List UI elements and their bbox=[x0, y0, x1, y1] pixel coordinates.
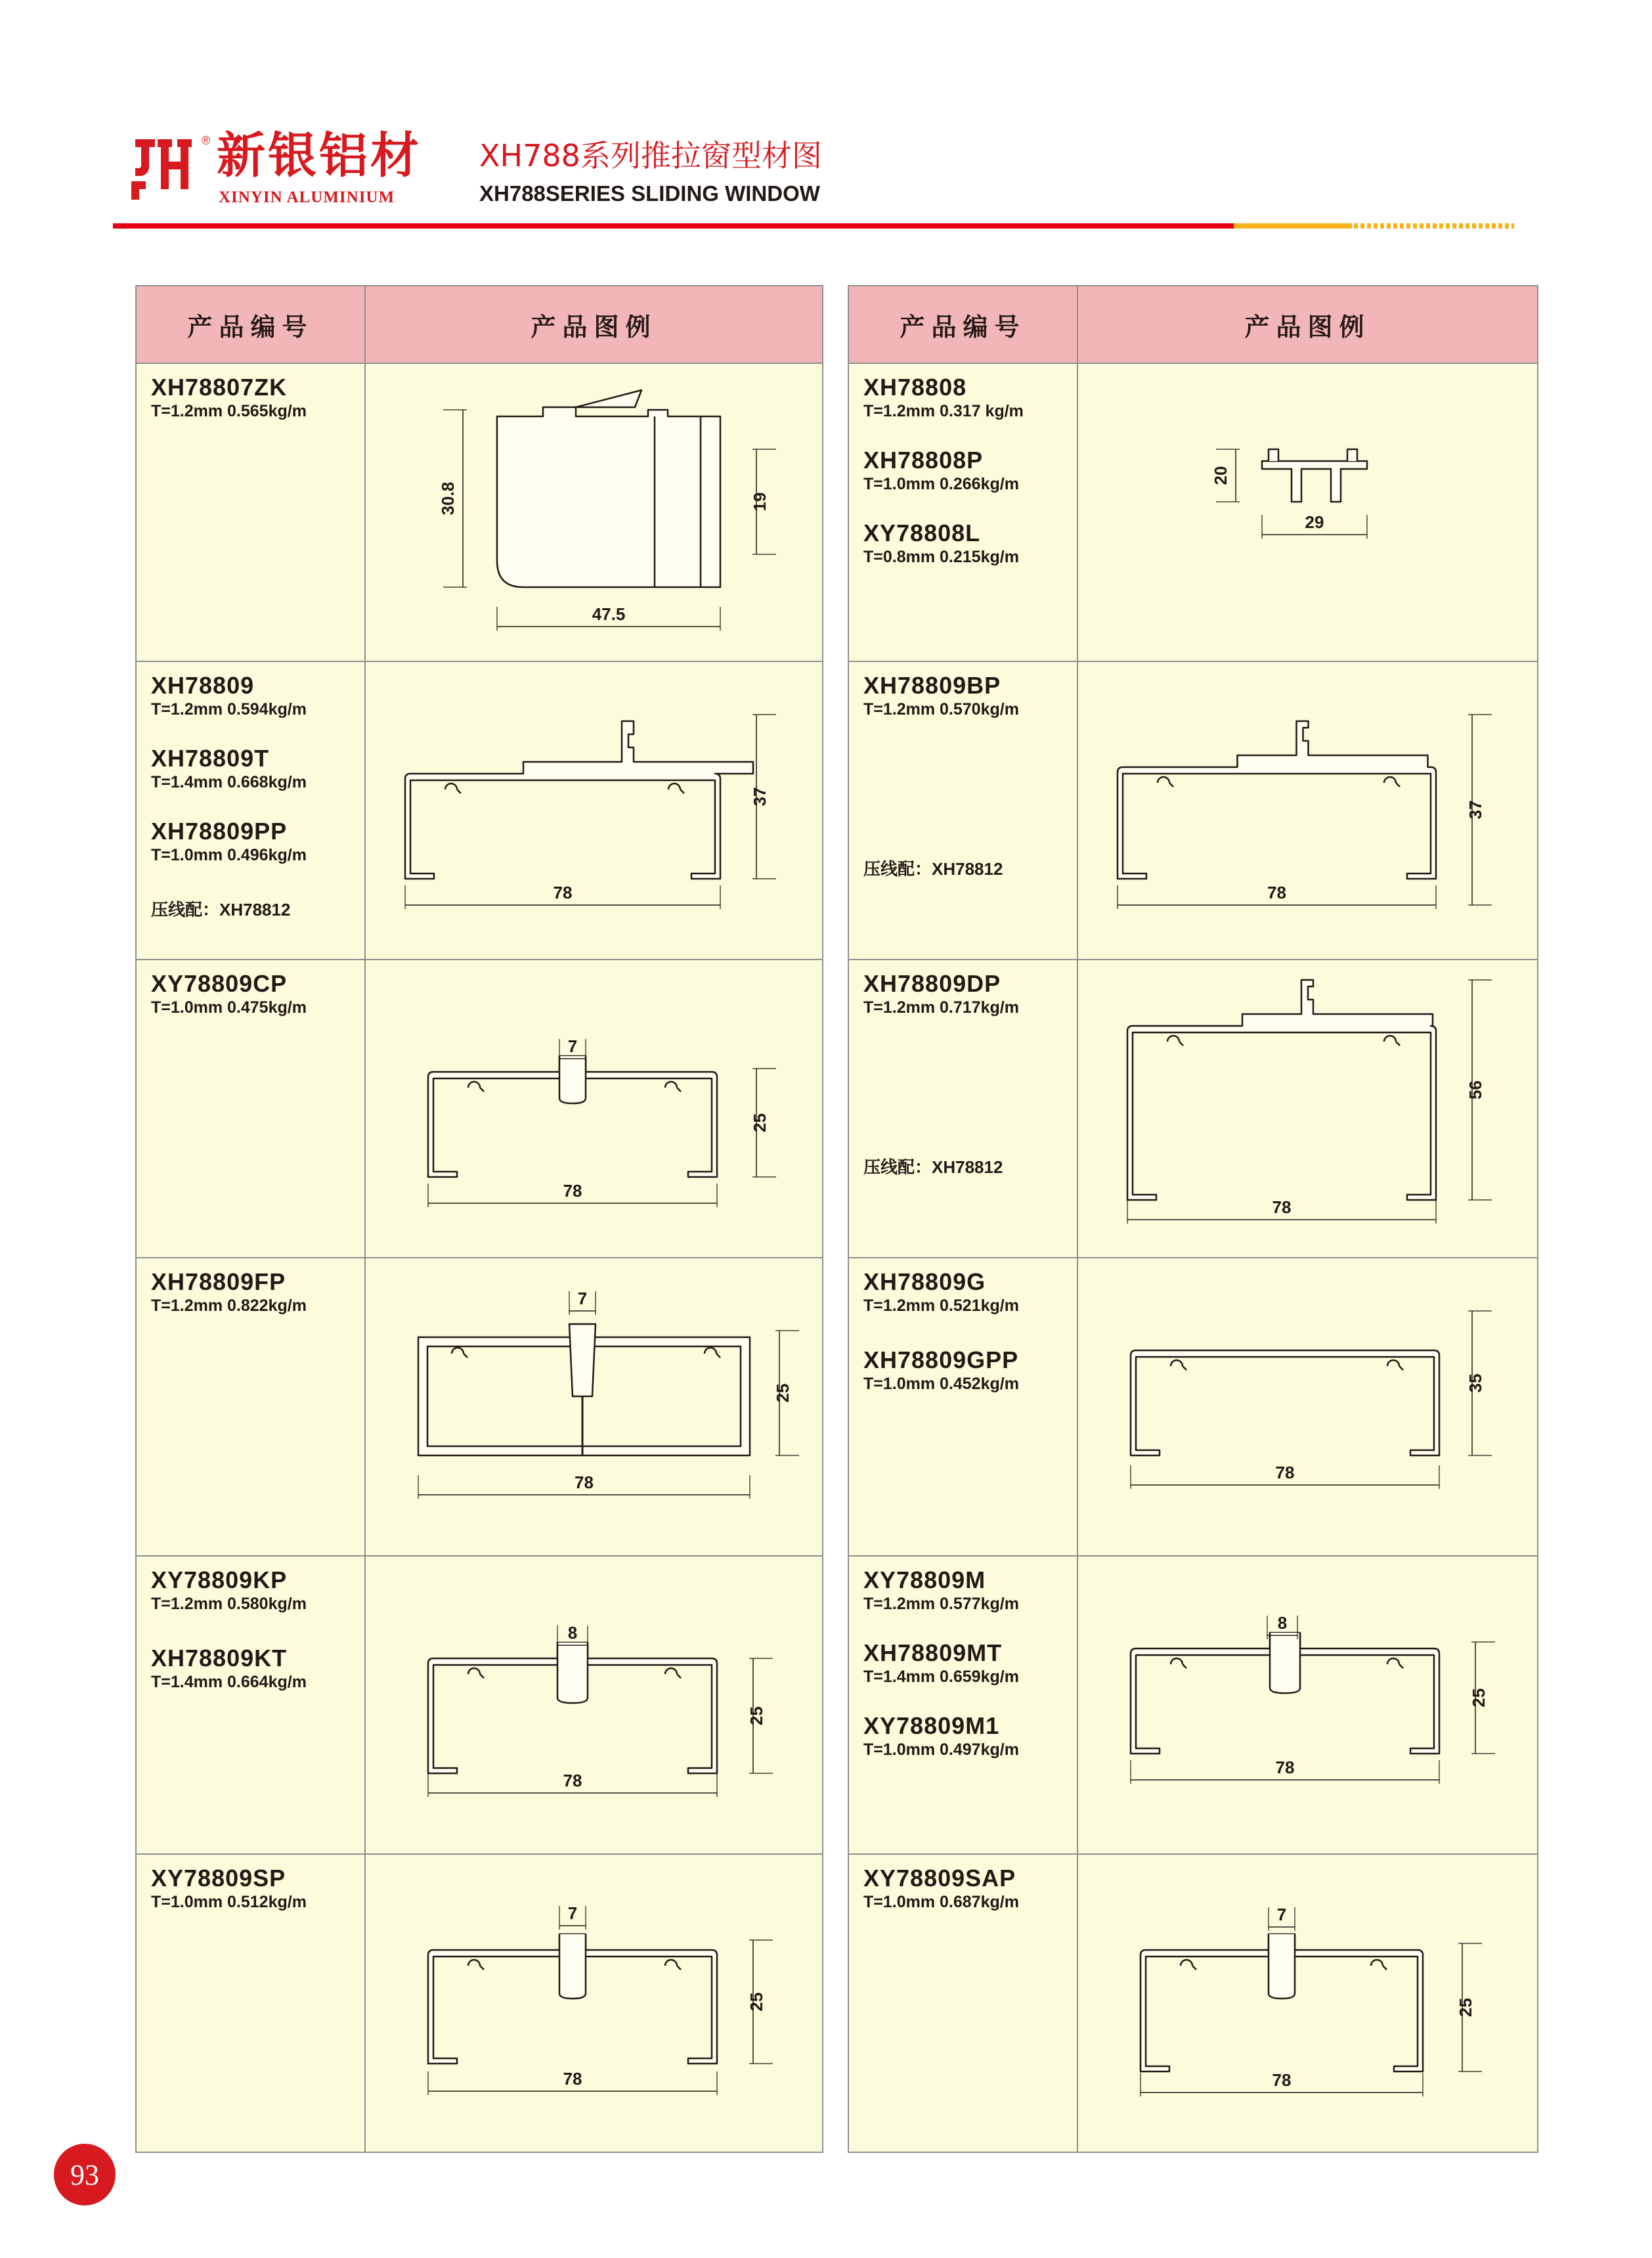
profile-outline bbox=[1131, 1350, 1439, 1455]
table-row bbox=[137, 1557, 822, 1855]
product-code: XH78809T bbox=[151, 745, 270, 772]
product-code-cell bbox=[137, 1557, 366, 1853]
product-code: XY78809CP bbox=[151, 970, 288, 997]
product-code: XY78808L bbox=[863, 520, 981, 546]
width-dimension-label: 29 bbox=[1305, 512, 1324, 532]
screw-port bbox=[1171, 1360, 1186, 1370]
product-table-right bbox=[848, 285, 1538, 2153]
height-dimension-label: 37 bbox=[750, 787, 770, 807]
width-dimension-label: 78 bbox=[575, 1472, 594, 1492]
product-spec: T=1.2mm 0.317 kg/m bbox=[863, 402, 1024, 420]
width-dimension-label: 78 bbox=[553, 883, 573, 902]
screw-port bbox=[668, 784, 684, 793]
product-code-cell bbox=[849, 1855, 1078, 2152]
height-dimension-label: 25 bbox=[773, 1383, 793, 1403]
screw-port bbox=[665, 1668, 681, 1678]
profile-drawing-cell bbox=[366, 1557, 822, 1853]
width-dimension-label: 7 bbox=[567, 1903, 578, 1923]
profile-outline bbox=[405, 721, 753, 879]
screw-port bbox=[1384, 777, 1400, 787]
col-header-code: 产品编号 bbox=[137, 286, 366, 363]
screw-port bbox=[1171, 1658, 1186, 1668]
profile-cross-section bbox=[1078, 1855, 1531, 2150]
centre-slot bbox=[1270, 1633, 1300, 1693]
width-dimension-label: 78 bbox=[1272, 2070, 1292, 2090]
screw-port bbox=[1158, 777, 1173, 787]
screw-port bbox=[1371, 1960, 1387, 1970]
width-dimension-label: 7 bbox=[577, 1289, 588, 1308]
product-code-cell bbox=[137, 960, 366, 1257]
product-code: XH78809 bbox=[151, 672, 255, 699]
profile-drawing-cell bbox=[366, 960, 822, 1257]
product-spec: T=1.2mm 0.521kg/m bbox=[863, 1296, 1019, 1315]
profile-drawing-cell bbox=[366, 1258, 822, 1555]
width-dimension-label: 7 bbox=[1276, 1905, 1287, 1924]
screw-port bbox=[705, 1348, 720, 1358]
width-dimension-label: 7 bbox=[567, 1036, 578, 1056]
pressing-line-note: 压线配：XH78812 bbox=[863, 1157, 1003, 1177]
product-spec: T=1.4mm 0.664kg/m bbox=[151, 1673, 307, 1691]
screw-port bbox=[665, 1960, 681, 1970]
screw-port bbox=[1384, 1036, 1400, 1046]
width-dimension-label: 8 bbox=[1277, 1613, 1288, 1633]
product-spec: T=1.2mm 0.565kg/m bbox=[151, 402, 307, 420]
table-header bbox=[137, 286, 822, 364]
profile-cross-section bbox=[1078, 960, 1531, 1256]
header-rule-red bbox=[113, 223, 1234, 229]
profile-lip bbox=[576, 390, 641, 407]
product-code: XY78809M bbox=[863, 1566, 986, 1593]
height-dimension-label: 19 bbox=[750, 492, 770, 512]
centre-slot bbox=[1269, 1934, 1295, 1999]
width-dimension-label: 8 bbox=[567, 1623, 578, 1643]
product-code: XY78809KP bbox=[151, 1566, 288, 1593]
profile-outline bbox=[1127, 980, 1436, 1200]
product-code: XH78809MT bbox=[863, 1639, 1003, 1666]
col-header-figure: 产品图例 bbox=[1244, 312, 1371, 342]
table-row bbox=[137, 662, 822, 960]
table-row bbox=[849, 960, 1537, 1258]
product-spec: T=1.0mm 0.687kg/m bbox=[863, 1893, 1019, 1911]
product-spec: T=1.2mm 0.594kg/m bbox=[151, 700, 307, 719]
profile-outline bbox=[497, 407, 720, 587]
product-code: XY78809M1 bbox=[863, 1712, 1000, 1739]
header-rule-gold bbox=[1234, 223, 1352, 229]
table-row bbox=[849, 1258, 1537, 1557]
profile-drawing-cell bbox=[366, 662, 822, 959]
header-rule-dashed bbox=[1354, 223, 1514, 229]
screw-port bbox=[468, 1082, 484, 1092]
page-title-en: XH788SERIES SLIDING WINDOW bbox=[479, 181, 820, 206]
width-dimension-label: 78 bbox=[563, 1771, 582, 1790]
height-dimension-label: 25 bbox=[750, 1113, 770, 1132]
product-code-cell bbox=[849, 960, 1078, 1257]
table-row bbox=[137, 364, 822, 662]
width-dimension-label: 78 bbox=[563, 1181, 582, 1201]
profile-cross-section bbox=[1078, 364, 1531, 659]
table-row bbox=[849, 1557, 1537, 1855]
screw-port bbox=[445, 784, 461, 793]
product-code: XH78809GPP bbox=[863, 1346, 1019, 1373]
table-row bbox=[849, 1855, 1537, 2152]
profile-cross-section bbox=[1078, 662, 1531, 958]
product-spec: T=1.0mm 0.496kg/m bbox=[151, 846, 307, 864]
product-code-cell bbox=[849, 1258, 1078, 1555]
profile-drawing-cell bbox=[1078, 662, 1537, 959]
screw-port bbox=[468, 1960, 484, 1970]
table-row bbox=[137, 1258, 822, 1557]
product-code: XH78807ZK bbox=[151, 374, 288, 401]
product-code: XH78809G bbox=[863, 1268, 986, 1295]
width-dimension-label: 78 bbox=[1275, 1758, 1295, 1777]
product-spec: T=1.0mm 0.452kg/m bbox=[863, 1375, 1019, 1393]
profile-cross-section bbox=[1078, 1557, 1531, 1852]
profile-cross-section bbox=[1078, 1258, 1531, 1554]
product-spec: T=1.2mm 0.580kg/m bbox=[151, 1595, 307, 1613]
product-code-cell bbox=[849, 662, 1078, 959]
height-dimension-label: 25 bbox=[747, 1992, 766, 2012]
height-dimension-label: 20 bbox=[1211, 466, 1230, 485]
product-code: XH78809DP bbox=[863, 970, 1001, 997]
screw-port bbox=[452, 1348, 467, 1358]
brand-name-cn: 新银铝材 bbox=[217, 127, 422, 184]
product-spec: T=1.2mm 0.570kg/m bbox=[863, 700, 1019, 719]
product-spec: T=1.2mm 0.577kg/m bbox=[863, 1595, 1019, 1613]
profile-cross-section bbox=[366, 960, 819, 1256]
width-dimension-label: 78 bbox=[1267, 883, 1286, 902]
screw-port bbox=[1387, 1658, 1403, 1668]
product-table-left bbox=[135, 285, 823, 2153]
profile-drawing-cell bbox=[366, 364, 822, 661]
screw-port bbox=[665, 1082, 681, 1092]
product-code-cell bbox=[137, 364, 366, 661]
page-number: 93 bbox=[54, 2144, 116, 2205]
product-spec: T=1.4mm 0.668kg/m bbox=[151, 773, 307, 791]
pressing-line-note: 压线配：XH78812 bbox=[151, 900, 291, 919]
profile-cross-section bbox=[366, 364, 819, 659]
product-spec: T=1.4mm 0.659kg/m bbox=[863, 1668, 1019, 1686]
width-dimension-label: 47.5 bbox=[592, 604, 626, 624]
centre-slot bbox=[559, 1934, 586, 1999]
screw-port bbox=[468, 1668, 484, 1678]
profile-drawing-cell bbox=[366, 1855, 822, 2152]
height-dimension-label: 25 bbox=[1469, 1688, 1489, 1708]
profile-outline bbox=[1118, 721, 1436, 879]
centre-slot bbox=[569, 1324, 596, 1396]
profile-cross-section bbox=[366, 1557, 819, 1852]
profile-drawing-cell bbox=[1078, 1855, 1537, 2152]
table-row bbox=[137, 960, 822, 1258]
product-code-cell bbox=[849, 1557, 1078, 1853]
product-code: XH78808 bbox=[863, 374, 967, 401]
col-header-code: 产品编号 bbox=[849, 286, 1078, 363]
table-header bbox=[849, 286, 1537, 364]
table-row bbox=[849, 662, 1537, 960]
product-code: XH78808P bbox=[863, 447, 984, 474]
height-dimension-label: 25 bbox=[1456, 1998, 1475, 2017]
profile-cross-section bbox=[366, 1258, 819, 1554]
product-spec: T=1.0mm 0.475kg/m bbox=[151, 998, 307, 1017]
width-dimension-label: 78 bbox=[1275, 1463, 1295, 1482]
profile-cross-section bbox=[366, 1855, 819, 2150]
product-spec: T=1.0mm 0.512kg/m bbox=[151, 1893, 307, 1911]
product-code-cell bbox=[849, 364, 1078, 661]
height-dimension-label: 56 bbox=[1466, 1080, 1485, 1099]
xinyin-logo-icon bbox=[129, 135, 201, 204]
product-code: XH78809BP bbox=[863, 672, 1001, 699]
height-dimension-label: 37 bbox=[1466, 800, 1485, 820]
product-code-cell bbox=[137, 662, 366, 959]
height-dimension-label: 30.8 bbox=[438, 481, 458, 516]
profile-drawing-cell bbox=[1078, 960, 1537, 1257]
height-dimension-label: 25 bbox=[747, 1706, 766, 1725]
product-code: XH78809PP bbox=[151, 818, 288, 845]
product-code: XY78809SP bbox=[151, 1865, 286, 1892]
profile-drawing-cell bbox=[1078, 1258, 1537, 1555]
product-spec: T=1.2mm 0.717kg/m bbox=[863, 998, 1019, 1017]
screw-port bbox=[1167, 1036, 1183, 1046]
width-dimension-label: 78 bbox=[563, 2069, 582, 2089]
product-code: XY78809SAP bbox=[863, 1865, 1016, 1892]
product-spec: T=0.8mm 0.215kg/m bbox=[863, 548, 1019, 566]
col-header-figure: 产品图例 bbox=[531, 312, 657, 342]
profile-outline bbox=[1262, 461, 1367, 502]
profile-drawing-cell bbox=[1078, 364, 1537, 661]
screw-port bbox=[1181, 1960, 1196, 1970]
product-code: XH78809KT bbox=[151, 1645, 288, 1671]
registered-mark: ® bbox=[202, 134, 211, 147]
profile-cross-section bbox=[366, 662, 819, 958]
width-dimension-label: 78 bbox=[1272, 1197, 1292, 1217]
table-row bbox=[849, 364, 1537, 662]
brand-name-en: XINYIN ALUMINIUM bbox=[219, 188, 395, 206]
centre-slot bbox=[559, 1056, 586, 1103]
product-spec: T=1.0mm 0.266kg/m bbox=[863, 475, 1019, 493]
height-dimension-label: 35 bbox=[1466, 1373, 1485, 1393]
product-spec: T=1.2mm 0.822kg/m bbox=[151, 1296, 307, 1315]
page-title-cn: XH788系列推拉窗型材图 bbox=[479, 138, 822, 173]
screw-port bbox=[1387, 1360, 1403, 1370]
product-code-cell bbox=[137, 1258, 366, 1555]
centre-slot bbox=[557, 1643, 588, 1703]
product-code-cell bbox=[137, 1855, 366, 2152]
pressing-line-note: 压线配：XH78812 bbox=[863, 859, 1003, 879]
profile-fin bbox=[1269, 449, 1357, 461]
table-row bbox=[137, 1855, 822, 2152]
profile-drawing-cell bbox=[1078, 1557, 1537, 1853]
product-code: XH78809FP bbox=[151, 1268, 286, 1295]
product-spec: T=1.0mm 0.497kg/m bbox=[863, 1740, 1019, 1759]
